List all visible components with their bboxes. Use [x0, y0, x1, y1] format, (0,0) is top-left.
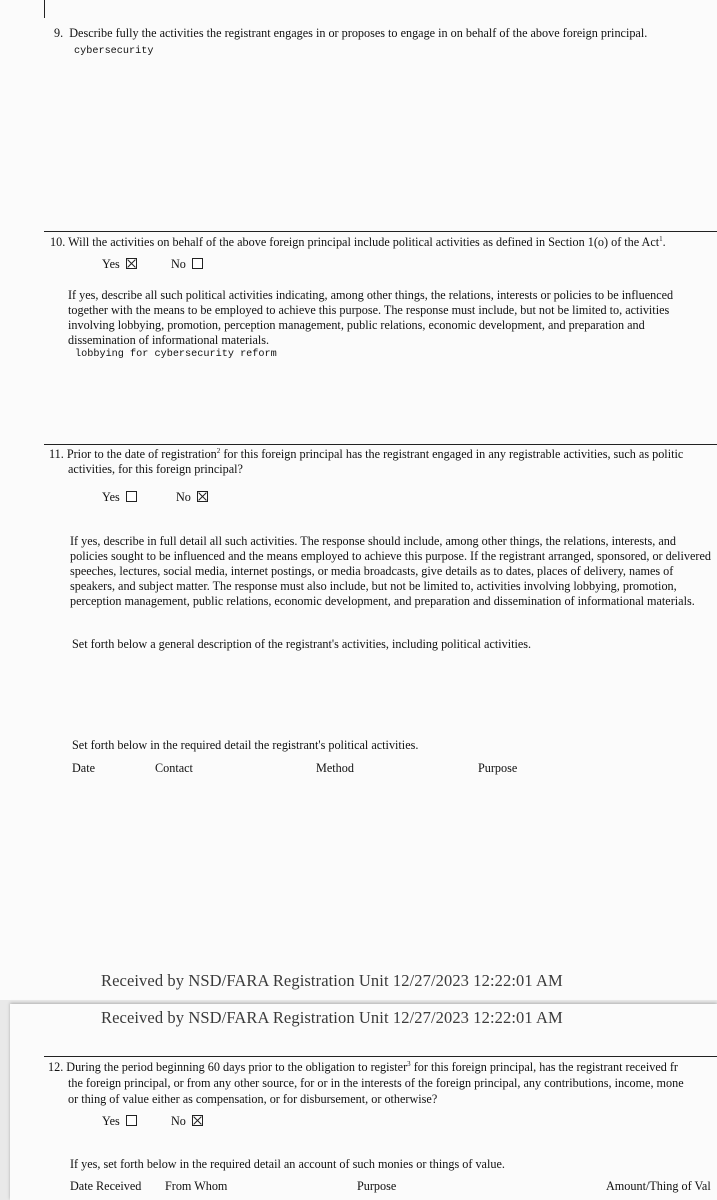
q11-text-part2: for this foreign principal has the registrant engaged in any registrable activities, such as politic [220, 447, 684, 461]
q10-instructions: If yes, describe all such political activities indicating, among other things, the relations, interests or policies to be influenced together with the means to be employed to achieve this purpose. The response must include, but not be limited to, activities involving lobbying, promotion, perception management, public relations, economic development, and preparation and dissemination of informational materials. [68, 288, 674, 347]
section-divider [44, 1056, 717, 1057]
q12-instructions: If yes, set forth below in the required detail an account of such monies or things of value. [70, 1157, 505, 1171]
q12-no-checkbox[interactable] [192, 1115, 203, 1126]
q10-answer: lobbying for cybersecurity reform [75, 349, 277, 360]
q9-number: 9. [54, 26, 64, 40]
q11-no-checkbox[interactable] [197, 491, 208, 502]
q10-no-option[interactable] [171, 257, 203, 272]
received-stamp: Received by NSD/FARA Registration Unit 12/27/2023 12:22:01 AM [101, 971, 563, 990]
q11-no-option[interactable] [176, 490, 208, 505]
q11-detail-label: Set forth below in the required detail the registrant's political activities. [72, 738, 419, 752]
q12-no-option[interactable] [171, 1114, 203, 1129]
q10-yes-label: Yes [102, 257, 120, 271]
received-stamp: Received by NSD/FARA Registration Unit 12/27/2023 12:22:01 AM [101, 1008, 563, 1027]
q12-footnote: 3 [407, 1060, 411, 1068]
q10-question [50, 235, 666, 250]
q12-column-amount: Amount/Thing of Val [606, 1179, 711, 1193]
q12-column-date-received: Date Received [70, 1179, 142, 1193]
q11-text-part1: Prior to the date of registration [66, 447, 217, 461]
q11-column-contact: Contact [155, 761, 193, 775]
q12-column-purpose: Purpose [357, 1179, 397, 1193]
q11-general-description: Set forth below a general description of the registrant's activities, including political activities. [72, 637, 532, 651]
left-margin-line [44, 0, 45, 18]
q12-yes-option[interactable] [102, 1114, 137, 1129]
q11-no-label: No [176, 490, 191, 504]
q12-no-label: No [171, 1114, 186, 1128]
section-divider [44, 444, 717, 445]
q11-column-purpose: Purpose [478, 761, 518, 775]
q12-yes-checkbox[interactable] [126, 1115, 137, 1126]
q10-footnote: 1 [659, 235, 663, 243]
q11-yes-option[interactable] [102, 490, 137, 505]
q12-line1-part1: During the period beginning 60 days prior to the obligation to register [66, 1060, 408, 1074]
q11-column-date: Date [72, 761, 96, 775]
q11-column-method: Method [316, 761, 354, 775]
q12-question-line3: or thing of value either as compensation, or for disbursement, or otherwise? [68, 1092, 438, 1106]
q11-instructions: If yes, describe in full detail all such activities. The response should include, among other things, the relations, interests, and policies sought to be influenced and the means employed to achieve this purpose. If the registrant arranged, sponsored, or delivered speeches, lectures, social media, internet postings, or media broadcasts, give details as to dates, places of delivery, names of speakers, and subject matter. The response must also include, but not be limited to, activities involving lobbying, promotion, perception management, public relations, economic development, and preparation and dissemination of informational materials. [70, 534, 711, 608]
q9-text: Describe fully the activities the registrant engages in or proposes to engage in on behalf of the above foreign principal. [69, 26, 648, 40]
q10-number: 10. [50, 235, 66, 249]
q11-question-line2: activities, for this foreign principal? [68, 462, 243, 476]
q11-question [49, 447, 683, 462]
q11-footnote: 2 [216, 447, 221, 455]
q9-question [54, 26, 647, 41]
q11-yes-checkbox[interactable] [126, 491, 137, 502]
q12-question-line2: the foreign principal, or from any other source, for or in the interests of the foreign principal, any contributions, income, mone [68, 1076, 684, 1090]
q10-no-label: No [171, 257, 186, 271]
q10-period: . [662, 235, 666, 249]
q11-yes-label: Yes [102, 490, 120, 504]
q12-yes-label: Yes [102, 1114, 120, 1128]
q11-number: 11. [49, 447, 64, 461]
q10-yes-option[interactable] [102, 257, 137, 272]
q10-no-checkbox[interactable] [192, 258, 203, 269]
q12-question [48, 1060, 678, 1075]
q10-yes-checkbox[interactable] [126, 258, 137, 269]
q12-number: 12. [48, 1060, 64, 1074]
q12-line1-part2: for this foreign principal, has the registrant received fr [410, 1060, 678, 1074]
section-divider [44, 231, 717, 232]
q10-text: Will the activities on behalf of the above foreign principal include political activities as defined in Section 1(o) of the Act [68, 235, 660, 249]
form-page-2 [10, 1004, 717, 1200]
q9-answer: cybersecurity [74, 46, 154, 57]
q12-column-from-whom: From Whom [165, 1179, 228, 1193]
